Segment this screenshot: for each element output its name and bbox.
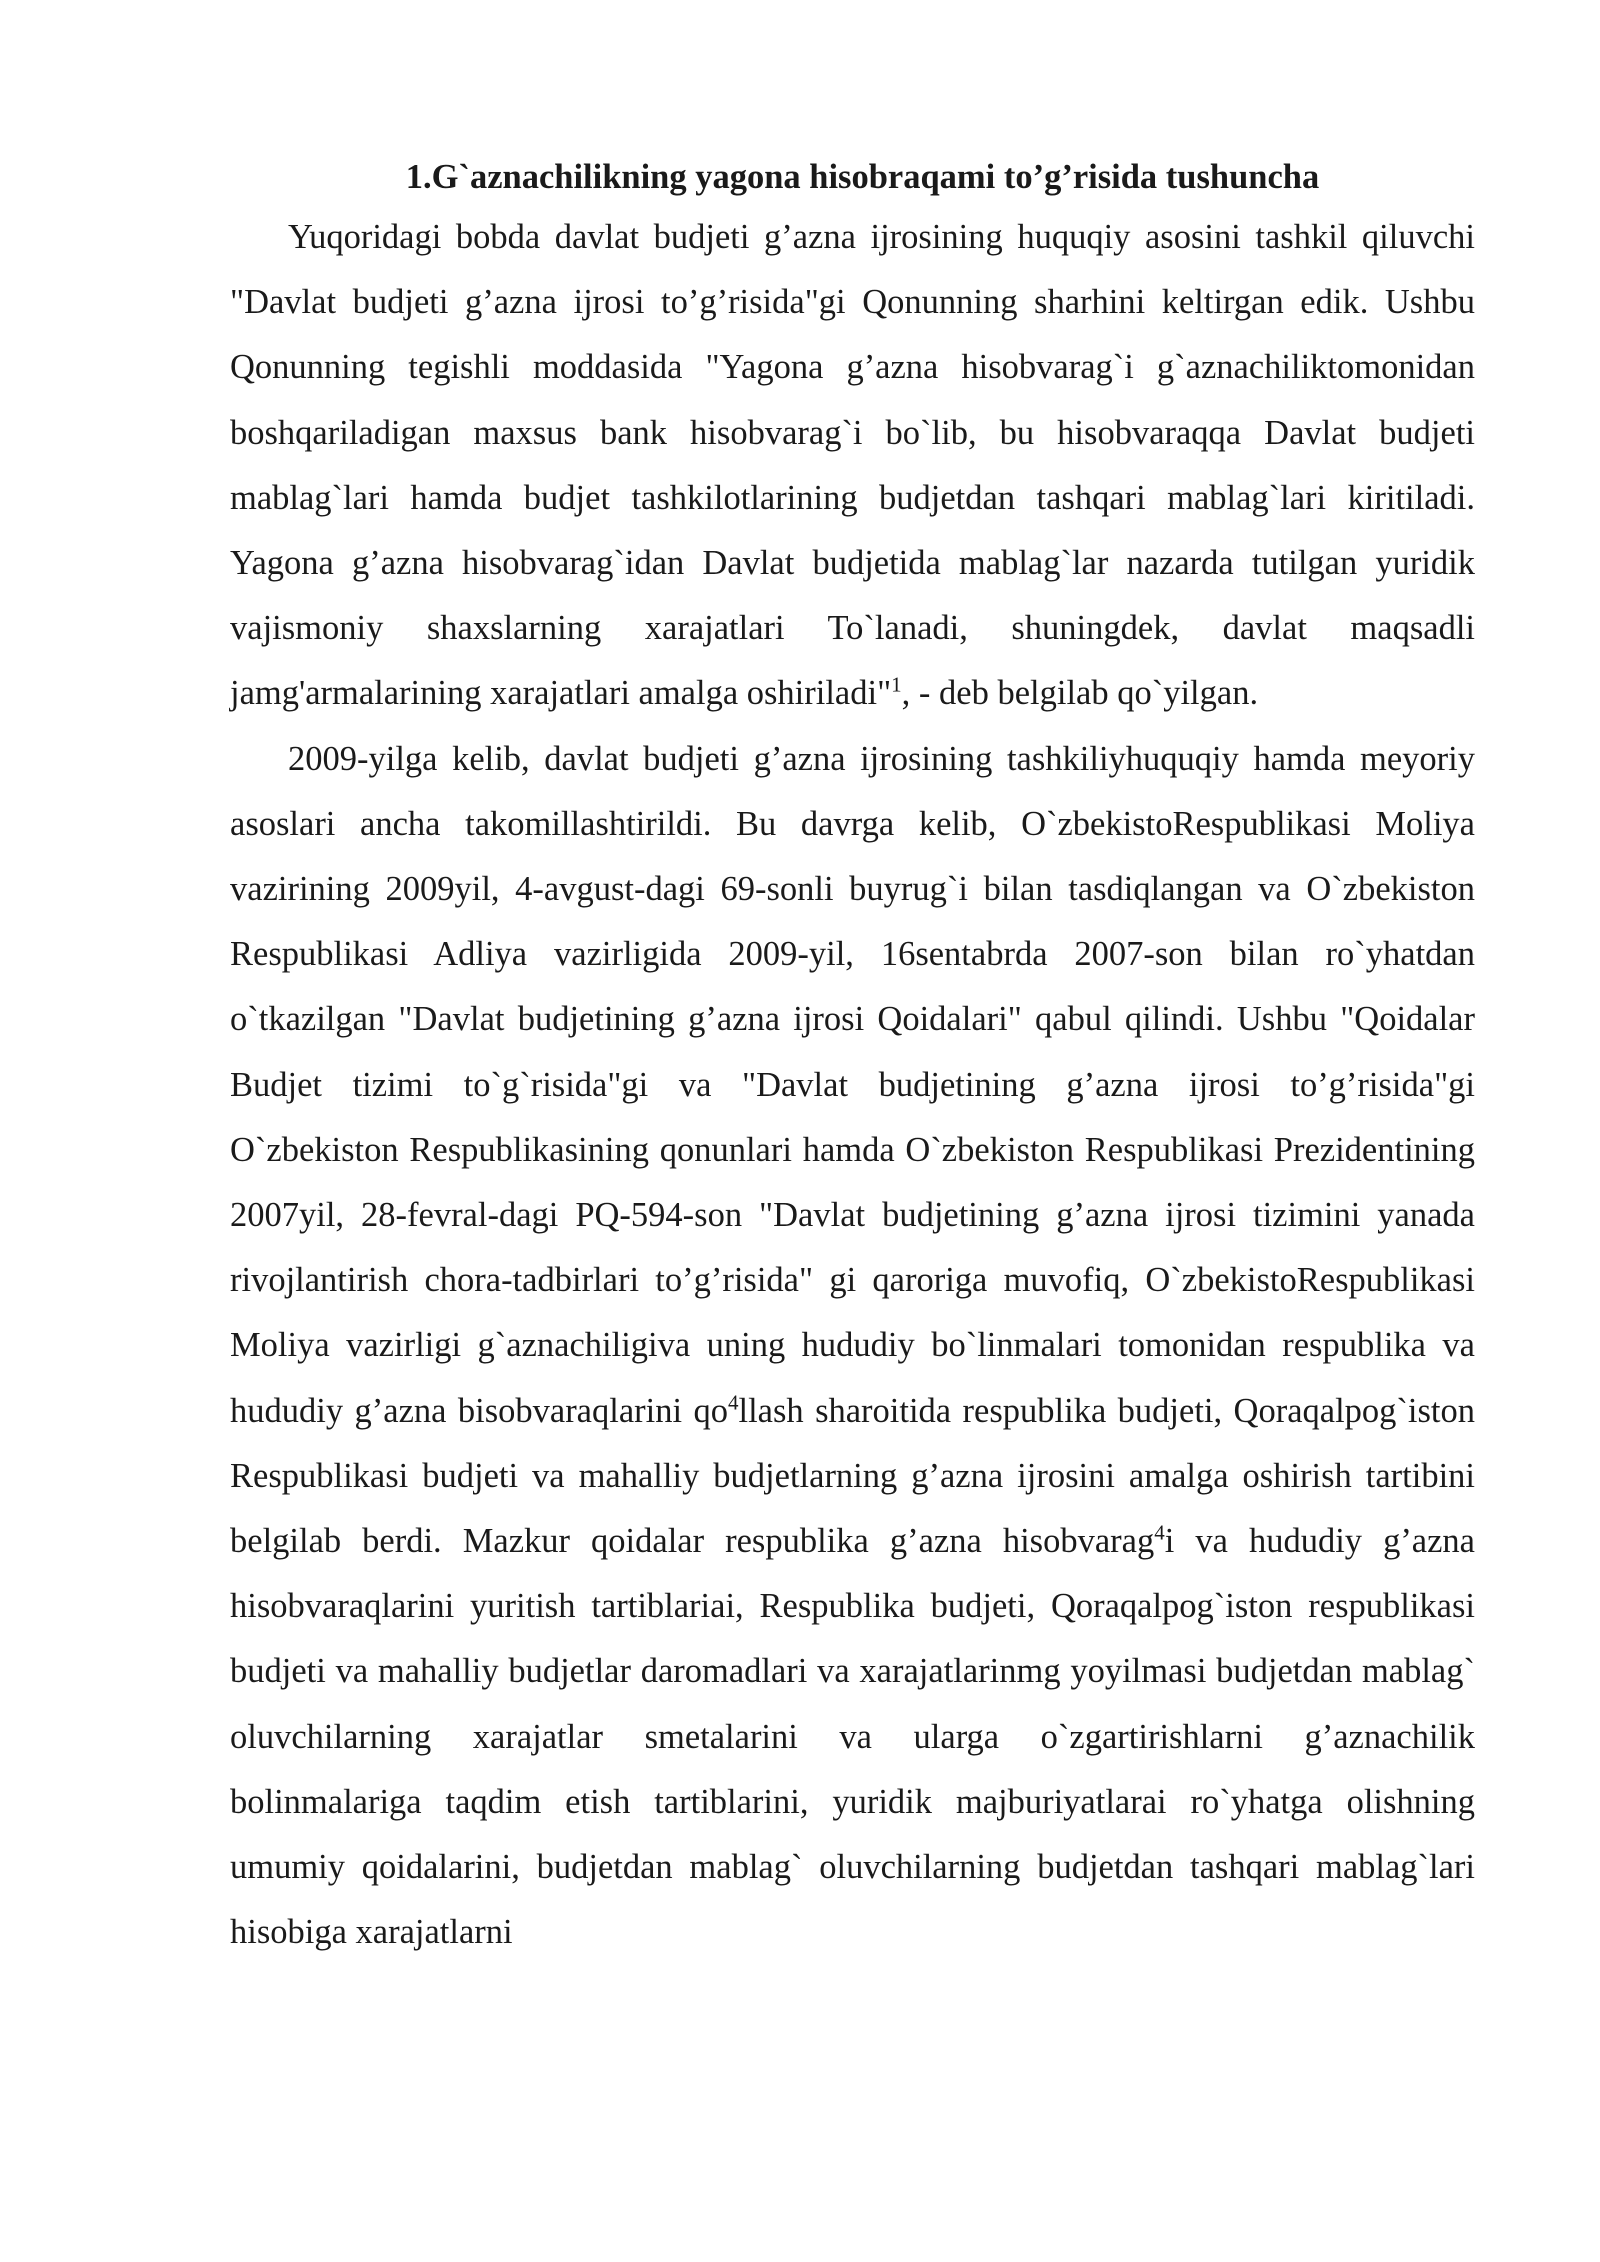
footnote-marker-4a: 4 [727, 1390, 739, 1415]
paragraph-2-text-part-1: 2009-yilga kelib, davlat budjeti g’azna ijrosining tashkiliyhuquqiy hamda meyoriy asoslari ancha takomillashtirildi. Bu davrga kelib, O`zbekistoRespublikasi Moliya vazirining 2009yil, 4-avgust-dagi 69-sonli buyrug`i bilan tasdiqlangan va O`zbekiston Respublikasi Adliya vazirligida 2009-yil, 16sentabrda 2007-son bilan ro`yhatdan o`tkazilgan "Davlat budjetining g’azna ijrosi Qoidalari" qabul qilindi. Ushbu "Qoidalar Budjet tizimi to`g`risida"gi va "Davlat budjetining g’azna ijrosi to’g’risida"gi O`zbekiston Respublikasining qonunlari hamda O`zbekiston Respublikasi Prezidentining 2007yil, 28-fevral-dagi PQ-594-son "Davlat budjetining g’azna ijrosi tizimini yanada rivojlantirish chora-tadbirlari to’g’risida" gi qaroriga muvofiq, O`zbekistoRespublikasi Moliya vazirligi g`aznachiligiva uning hududiy bo`linmalari tomonidan respublika va hududiy g’azna bisobvaraqlarini qo [230, 739, 1475, 1430]
paragraph-1-tail: , - deb belgilab qo`yilgan. [901, 674, 1259, 713]
paragraph-1-text: Yuqoridagi bobda davlat budjeti g’azna ijrosining huquqiy asosini tashkil qiluvchi "Davlat budjeti g’azna ijrosi to’g’risida"gi Qonunning sharhini keltirgan edik. Ushbu Qonunning tegishli moddasida "Yagona g’azna hisobvarag`i g`aznachiliktomonidan boshqariladigan maxsus bank hisobvarag`i bo`lib, bu hisobvaraqqa Davlat budjeti mablag`lari hamda budjet tashkilotlarining budjetdan tashqari mablag`lari kiritiladi. Yagona g’azna hisobvarag`idan Davlat budjetida mablag`lar nazarda tutilgan yuridik vajismoniy shaxslarning xarajatlari To`lanadi, shuningdek, davlat maqsadli jamg'armalarining xarajatlari amalga oshiriladi" [230, 218, 1475, 713]
paragraph-2-text-part-2: llash sharoitida respublika budjeti, Qoraqalpog`iston Respublikasi budjeti va mahalliy budjetlarning g’azna ijrosini amalga oshirish tartibini belgilab berdi. Mazkur qoidalar respublika g’azna hisobvarag [230, 1391, 1475, 1561]
paragraph-2 [230, 727, 1475, 1966]
section-title: 1.G`aznachilikning yagona hisobraqami to’g’risida tushuncha [405, 158, 1320, 196]
footnote-marker-4b: 4 [1154, 1520, 1165, 1545]
footnote-marker-1: 1 [891, 672, 902, 697]
document-body [230, 150, 1475, 1965]
paragraph-2-text-part-3: i va hududiy g’azna hisobvaraqlarini yuritish tartiblariai, Respublika budjeti, Qoraqalpog`iston respublikasi budjeti va mahalliy budjetlar daromadlari va xarajatlarinmg yoyilmasi budjetdan mablag` oluvchilarning xarajatlar smetalarini va ularga o`zgartirishlarni g’aznachilik bolinmalariga taqdim etish tartiblarini, yuridik majburiyatlarai ro`yhatga olishning umumiy qoidalarini, budjetdan mablag` oluvchilarning budjetdan tashqari mablag`lari hisobiga xarajatlarni [230, 1522, 1475, 1952]
paragraph-1 [230, 205, 1475, 727]
